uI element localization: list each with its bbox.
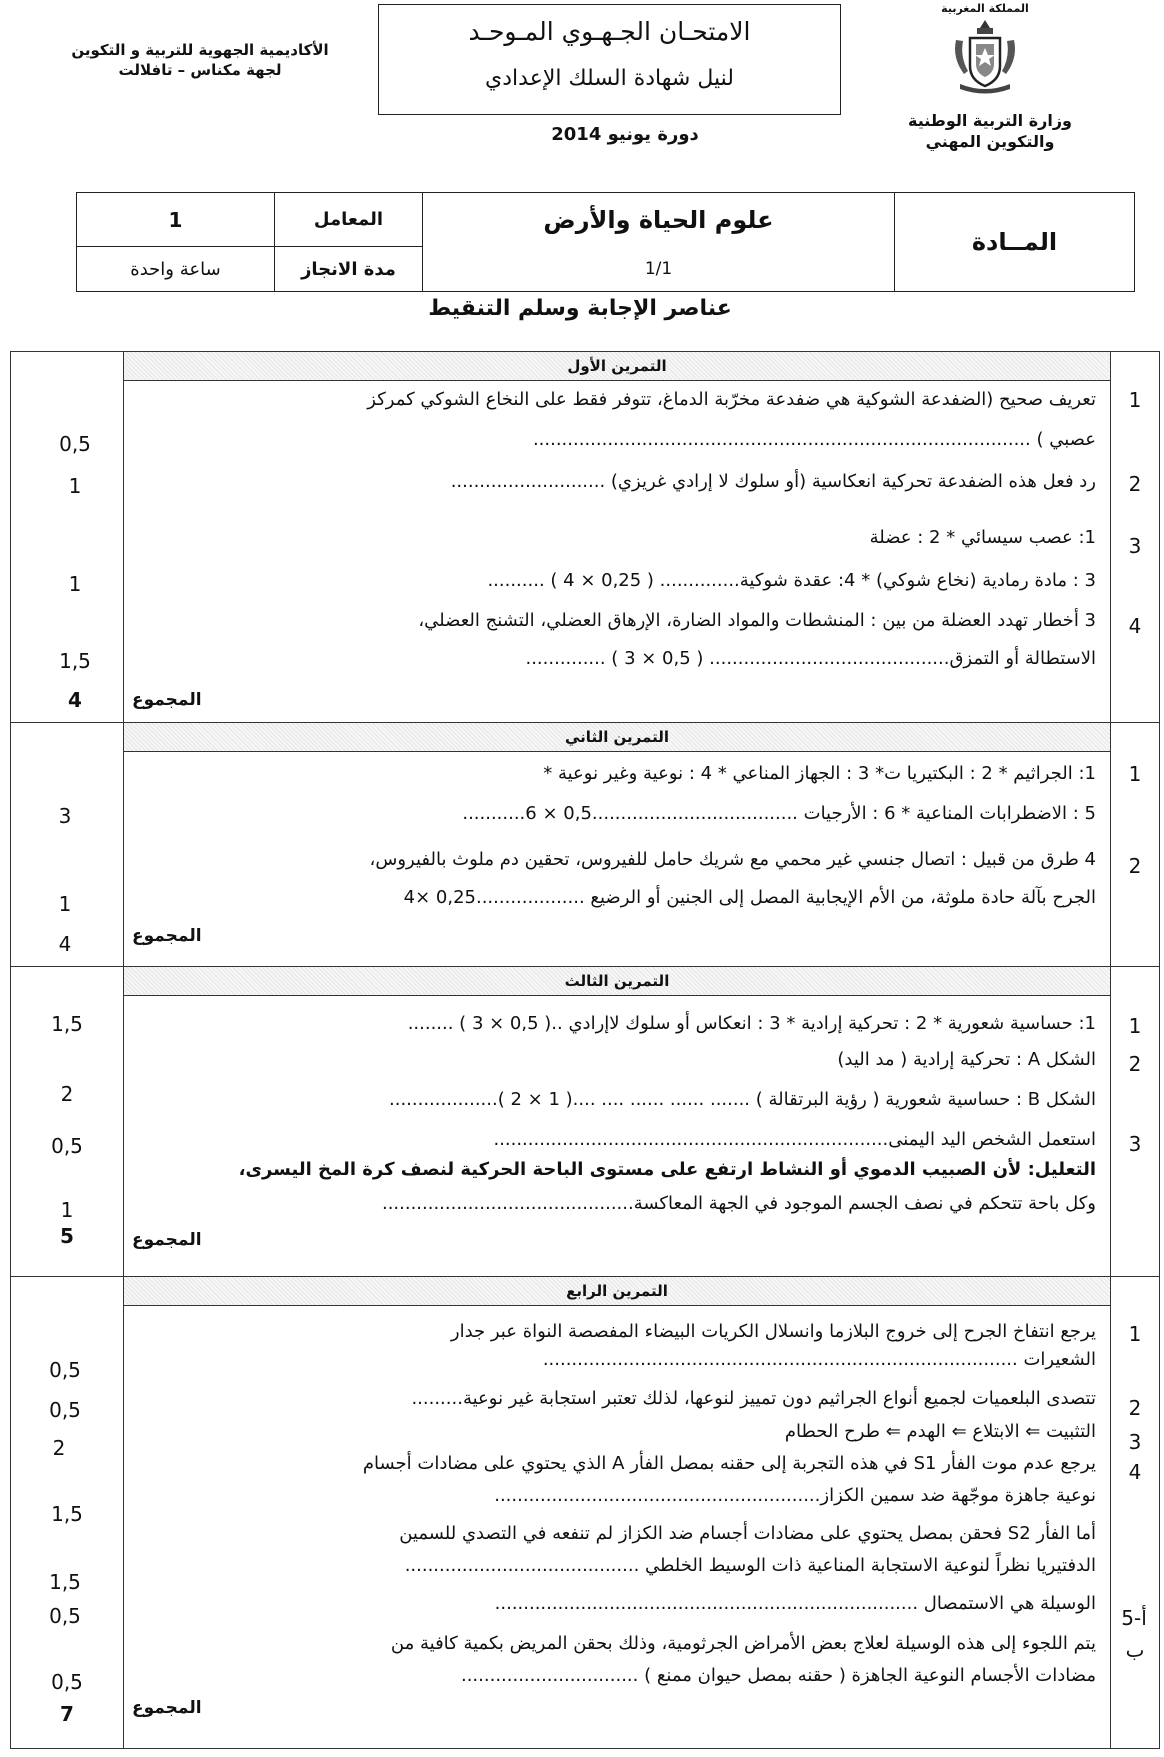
answer-line: الشكل A : تحركية إرادية ( مد اليد) — [837, 1049, 1096, 1070]
score: 1,5 — [59, 649, 91, 673]
q-number: 3 — [1128, 1132, 1142, 1156]
q-number: 4 — [1128, 1460, 1142, 1484]
q-number: 2 — [1128, 1052, 1142, 1076]
score: 0,5 — [49, 1398, 81, 1422]
answer-line: أما الفأر S2 فحقن بمصل يحتوي على مضادات أجسام ضد الكزاز لم تنفعه في التصدي للسمين — [399, 1523, 1096, 1544]
q-number: 1 — [1128, 1014, 1142, 1038]
q-number: 5-أ — [1121, 1606, 1147, 1630]
exercise-2-title: التمرين الثاني — [124, 723, 1110, 752]
score: 2 — [60, 1082, 74, 1106]
score: 1,5 — [51, 1012, 83, 1036]
exam-title: الامتحـان الجـهـوي المـوحـد — [468, 17, 751, 46]
session-label: دورة يونيو 2014 — [551, 124, 699, 145]
score: 2 — [52, 1436, 66, 1460]
total-label: المجموع — [132, 690, 202, 710]
subject-table — [76, 192, 1135, 292]
answer-line: الدفتيريا نظراً لنوعية الاستجابة المناعية ذات الوسيط الخلطي ......................................... — [404, 1555, 1096, 1576]
answer-line: 1: عصب سيسائي * 2 : عضلة — [869, 527, 1096, 548]
answer-line: نوعية جاهزة موجّهة ضد سمين الكزاز......................................................... — [494, 1485, 1096, 1506]
q-number: 3 — [1128, 534, 1142, 558]
justification-line: التعليل: لأن الصبيب الدموي أو النشاط ارتفع على مستوى الباحة الحركية لنصف كرة المخ اليسرى، — [238, 1159, 1096, 1180]
score: 0,5 — [59, 432, 91, 456]
score-column-divider — [123, 352, 124, 1748]
score: 1 — [68, 572, 82, 596]
total-label: المجموع — [132, 1698, 202, 1718]
ministry-name — [905, 110, 1075, 152]
exercise-4-total: 7 — [60, 1702, 74, 1726]
emblem-block — [925, 2, 1045, 100]
kingdom-label: المملكة المغربية — [941, 2, 1029, 15]
exercise-1-total: 4 — [68, 688, 82, 712]
score: 1 — [60, 1198, 74, 1222]
main-title: عناصر الإجابة وسلم التنقيط — [428, 296, 732, 321]
subject-name: علوم الحياة والأرض — [423, 193, 895, 247]
answer-line: مضادات الأجسام النوعية الجاهزة ( حقنه بمصل حيوان ممنع ) ............................... — [460, 1665, 1096, 1686]
total-label: المجموع — [132, 926, 202, 946]
score: 1,5 — [51, 1502, 83, 1526]
answer-line: استعمل الشخص اليد اليمنى..................................................................... — [493, 1129, 1096, 1150]
coefficient-label: المعامل — [275, 193, 423, 247]
score: 3 — [58, 804, 72, 828]
answer-line: يرجع انتفاخ الجرح إلى خروج البلازما وانسلال الكريات البيضاء المفصصة النواة عبر جدار — [450, 1321, 1096, 1342]
score: 0,5 — [49, 1604, 81, 1628]
answer-line: 3 أخطار تهدد العضلة من بين : المنشطات والمواد الضارة، الإرهاق العضلي، التشنج العضلي، — [418, 610, 1096, 631]
q-number: 1 — [1128, 388, 1142, 412]
answer-line: 4 طرق من قبيل : اتصال جنسي غير محمي مع شريك حامل للفيروس، تحقين دم ملوث بالفيروس، — [369, 849, 1096, 870]
duration-value: ساعة واحدة — [77, 247, 275, 292]
answer-line: تعريف صحيح (الضفدعة الشوكية هي ضفدعة مخرّبة الدماغ، تتوفر فقط على النخاع الشوكي كمركز — [367, 389, 1096, 410]
exercise-4-title: التمرين الرابع — [124, 1277, 1110, 1306]
exercise-3-title: التمرين الثالث — [124, 967, 1110, 996]
answer-line: التثبيت ⇐ الابتلاع ⇐ الهدم ⇐ طرح الحطام — [784, 1421, 1096, 1442]
question-column-divider — [1110, 352, 1111, 1748]
q-number: 4 — [1128, 614, 1142, 638]
exercise-1-title: التمرين الأول — [124, 352, 1110, 381]
q-number: 2 — [1128, 472, 1142, 496]
duration-label: مدة الانجاز — [275, 247, 423, 292]
coat-of-arms-icon — [950, 18, 1020, 96]
total-label: المجموع — [132, 1230, 202, 1250]
exam-subtitle: لنيل شهادة السلك الإعدادي — [485, 66, 734, 91]
q-number: ب — [1125, 1638, 1145, 1662]
q-number: 1 — [1128, 1322, 1142, 1346]
answer-line: يتم اللجوء إلى هذه الوسيلة لعلاج بعض الأمراض الجرثومية، وذلك بحقن المريض بكمية كافية من — [390, 1633, 1096, 1654]
score: 1 — [68, 474, 82, 498]
score: 0,5 — [49, 1358, 81, 1382]
answer-line: 3 : مادة رمادية (نخاع شوكي) * 4: عقدة شوكية.............. ( 0,25 × 4 ) .......... — [487, 570, 1096, 591]
answer-line: الشكل B : حساسية شعورية ( رؤية البرتقالة ) ....... ...... ...... .... ....( 1 × 2 )................... — [389, 1089, 1096, 1110]
answer-line: 1: الجراثيم * 2 : البكتيريا ت* 3 : الجهاز المناعي * 4 : نوعية وغير نوعية * — [543, 763, 1096, 784]
answer-line: الشعيرات ................................................................................... — [542, 1349, 1096, 1370]
answer-line: عصبي ) ....................................................................................... — [532, 429, 1096, 450]
answer-line: الوسيلة هي الاستمصال .......................................................................... — [494, 1593, 1096, 1614]
ministry-line-1: وزارة التربية الوطنية — [907, 111, 1072, 130]
answer-line: الاستطالة أو التمزق.......................................... ( 0,5 × 3 ) .............. — [525, 648, 1096, 669]
score: 1,5 — [49, 1570, 81, 1594]
answer-line: 5 : الاضطرابات المناعية * 6 : الأرجيات ....................................0,5 × 6........... — [462, 803, 1096, 824]
score: 0,5 — [51, 1134, 83, 1158]
q-number: 2 — [1128, 854, 1142, 878]
score: 1 — [58, 892, 72, 916]
answer-line: وكل باحة تتحكم في نصف الجسم الموجود في الجهة المعاكسة............................................ — [381, 1193, 1096, 1214]
score: 0,5 — [51, 1670, 83, 1694]
answer-line: رد فعل هذه الضفدعة تحركية انعكاسية (أو سلوك لا إرادي غريزي) ........................... — [450, 471, 1096, 492]
answer-line: الجرح بآلة حادة ملوثة، من الأم الإيجابية المصل إلى الجنين أو الرضيع ...................0,25 ×4 — [403, 887, 1096, 908]
page-number: 1/1 — [423, 247, 895, 292]
ministry-line-2: والتكوين المهني — [925, 132, 1055, 151]
coefficient-value: 1 — [77, 193, 275, 247]
answer-line: يرجع عدم موت الفأر S1 في هذه التجربة إلى حقنه بمصل الفأر A الذي يحتوي على مضادات أجسام — [362, 1453, 1096, 1474]
exam-title-box — [378, 4, 841, 115]
academy-line-1: الأكاديمية الجهوية للتربية و التكوين — [71, 41, 329, 59]
answer-line: تتصدى البلعميات لجميع أنواع الجراثيم دون تمييز لنوعها، لذلك تعتبر استجابة غير نوعية......... — [411, 1388, 1096, 1409]
academy-line-2: لجهة مكناس – تافلالت — [118, 61, 282, 79]
q-number: 2 — [1128, 1396, 1142, 1420]
exercise-3-total: 5 — [60, 1224, 74, 1248]
q-number: 3 — [1128, 1430, 1142, 1454]
q-number: 1 — [1128, 762, 1142, 786]
answer-line: 1: حساسية شعورية * 2 : تحركية إرادية * 3 : انعكاس أو سلوك لاإرادي ..( 0,5 × 3 ) ........ — [407, 1013, 1096, 1034]
academy-name — [50, 40, 350, 80]
subject-label: المــادة — [895, 193, 1135, 292]
exercise-2-total: 4 — [58, 932, 72, 956]
